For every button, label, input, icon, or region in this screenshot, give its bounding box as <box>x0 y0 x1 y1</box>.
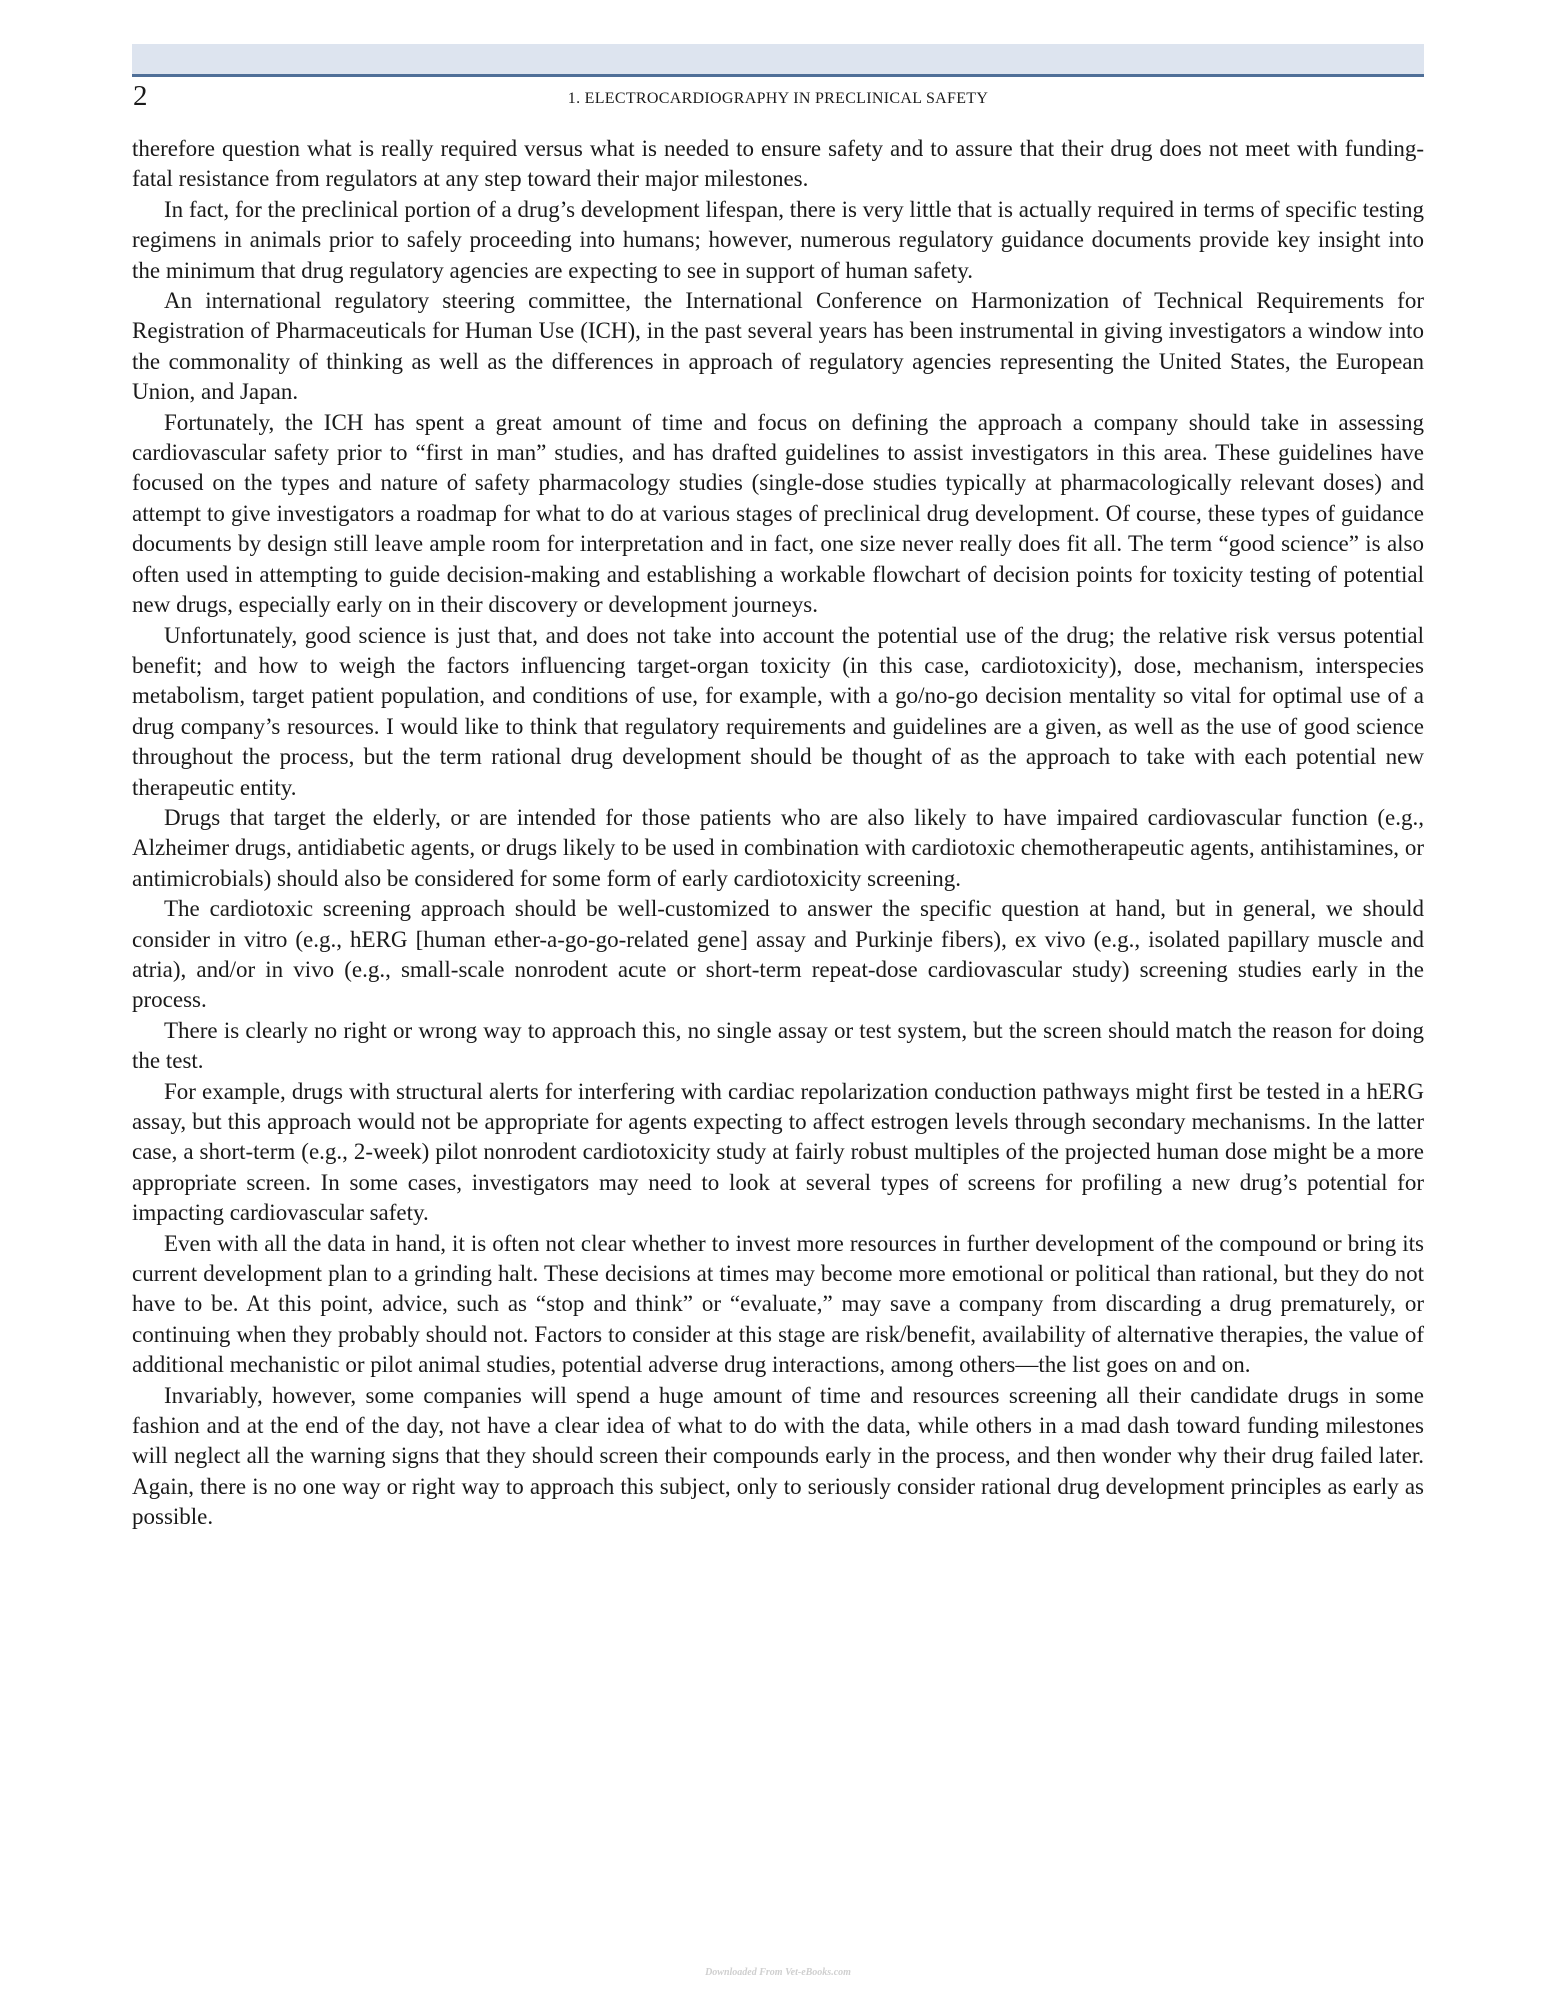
paragraph: In fact, for the preclinical portion of a drug’s development lifespan, there is very little that is actually required in terms of specific testing regimens in animals prior to safely proceeding into humans; however, numerous regulatory guidance documents provide key insight into the minimum that drug regulatory agencies are expecting to see in support of human safety. <box>132 196 1424 283</box>
paragraph: Even with all the data in hand, it is often not clear whether to invest more resources in further development of the compound or bring its current development plan to a grinding halt. These decisions at times may become more emotional or political than rational, but they do not have to be. At this point, advice, such as “stop and think” or “evaluate,” may save a company from discarding a drug prematurely, or continuing when they probably should not. Factors to consider at this stage are risk/benefit, availability of alternative therapies, the value of additional mechanistic or pilot animal studies, potential adverse drug interactions, among others—the list goes on and on. <box>132 1230 1424 1378</box>
watermark: Downloaded From Vet-eBooks.com <box>705 1967 851 1978</box>
paragraph: Unfortunately, good science is just that, and does not take into account the potential use of the drug; the relative risk versus potential benefit; and how to weigh the factors influencing target-organ toxicity (in this case, cardiotoxicity), dose, mechanism, interspecies metabolism, target patient population, and conditions of use, for example, with a go/no-go decision mentality so vital for optimal use of a drug company’s resources. I would like to think that regulatory requirements and guidelines are a given, as well as the use of good science throughout the process, but the term rational drug development should be thought of as the approach to take with each potential new therapeutic entity. <box>132 622 1424 800</box>
paragraph: therefore question what is really required versus what is needed to ensure safety and to assure that their drug does not meet with funding-fatal resistance from regulators at any step toward their major milestones. <box>132 136 1424 192</box>
paragraph: Fortunately, the ICH has spent a great amount of time and focus on defining the approach a company should take in assessing cardiovascular safety prior to “first in man” studies, and has drafted guidelines to assist investigators in this area. These guidelines have focused on the types and nature of safety pharmacology studies (single-dose studies typically at pharmacologically relevant doses) and attempt to give investigators a roadmap for what to do at various stages of preclinical drug development. Of course, these types of guidance documents by design still leave ample room for interpretation and in fact, one size never really does fit all. The term “good science” is also often used in attempting to guide decision-making and establishing a workable flowchart of decision points for toxicity testing of potential new drugs, especially early on in their discovery or development journeys. <box>132 409 1424 618</box>
paragraph: For example, drugs with structural alerts for interfering with cardiac repolarization conduction pathways might first be tested in a hERG assay, but this approach would not be appropriate for agents expecting to affect estrogen levels through secondary mechanisms. In the latter case, a short-term (e.g., 2-week) pilot nonrodent cardiotoxicity study at fairly robust multiples of the projected human dose might be a more appropriate screen. In some cases, investigators may need to look at several types of screens for profiling a new drug’s potential for impacting cardiovascular safety. <box>132 1078 1424 1226</box>
paragraph: There is clearly no right or wrong way to approach this, no single assay or test system, but the screen should match the reason for doing the test. <box>132 1017 1424 1074</box>
paragraph: Invariably, however, some companies will spend a huge amount of time and resources screening all their candidate drugs in some fashion and at the end of the day, not have a clear idea of what to do with the data, while others in a mad dash toward funding milestones will neglect all the warning signs that they should screen their compounds early in the process, and then wonder why their drug failed later. Again, there is no one way or right way to approach this subject, only to seriously consider rational drug development principles as early as possible. <box>132 1382 1424 1530</box>
running-head: 1. ELECTROCARDIOGRAPHY IN PRECLINICAL SAFETY <box>567 90 989 107</box>
header-band <box>132 44 1424 74</box>
header-rule <box>132 74 1424 77</box>
page-number: 2 <box>133 80 148 112</box>
paragraph: An international regulatory steering committee, the International Conference on Harmonization of Technical Requirements for Registration of Pharmaceuticals for Human Use (ICH), in the past several years has been instrumental in giving investigators a window into the commonality of thinking as well as the differences in approach of regulatory agencies representing the United States, the European Union, and Japan. <box>132 288 1424 405</box>
paragraph: The cardiotoxic screening approach should be well-customized to answer the specific question at hand, but in general, we should consider in vitro (e.g., hERG [human ether-a-go-go-related gene] assay and Purkinje fibers), ex vivo (e.g., isolated papillary muscle and atria), and/or in vivo (e.g., small-scale nonrodent acute or short-term repeat-dose cardiovascular study) screening studies early in the process. <box>132 896 1424 1013</box>
paragraph: Drugs that target the elderly, or are intended for those patients who are also likely to have impaired cardiovascular function (e.g., Alzheimer drugs, antidiabetic agents, or drugs likely to be used in combination with cardiotoxic chemotherapeutic agents, antihistamines, or antimicrobials) should also be considered for some form of early cardiotoxicity screening. <box>132 804 1424 891</box>
body-text <box>132 134 1424 1533</box>
